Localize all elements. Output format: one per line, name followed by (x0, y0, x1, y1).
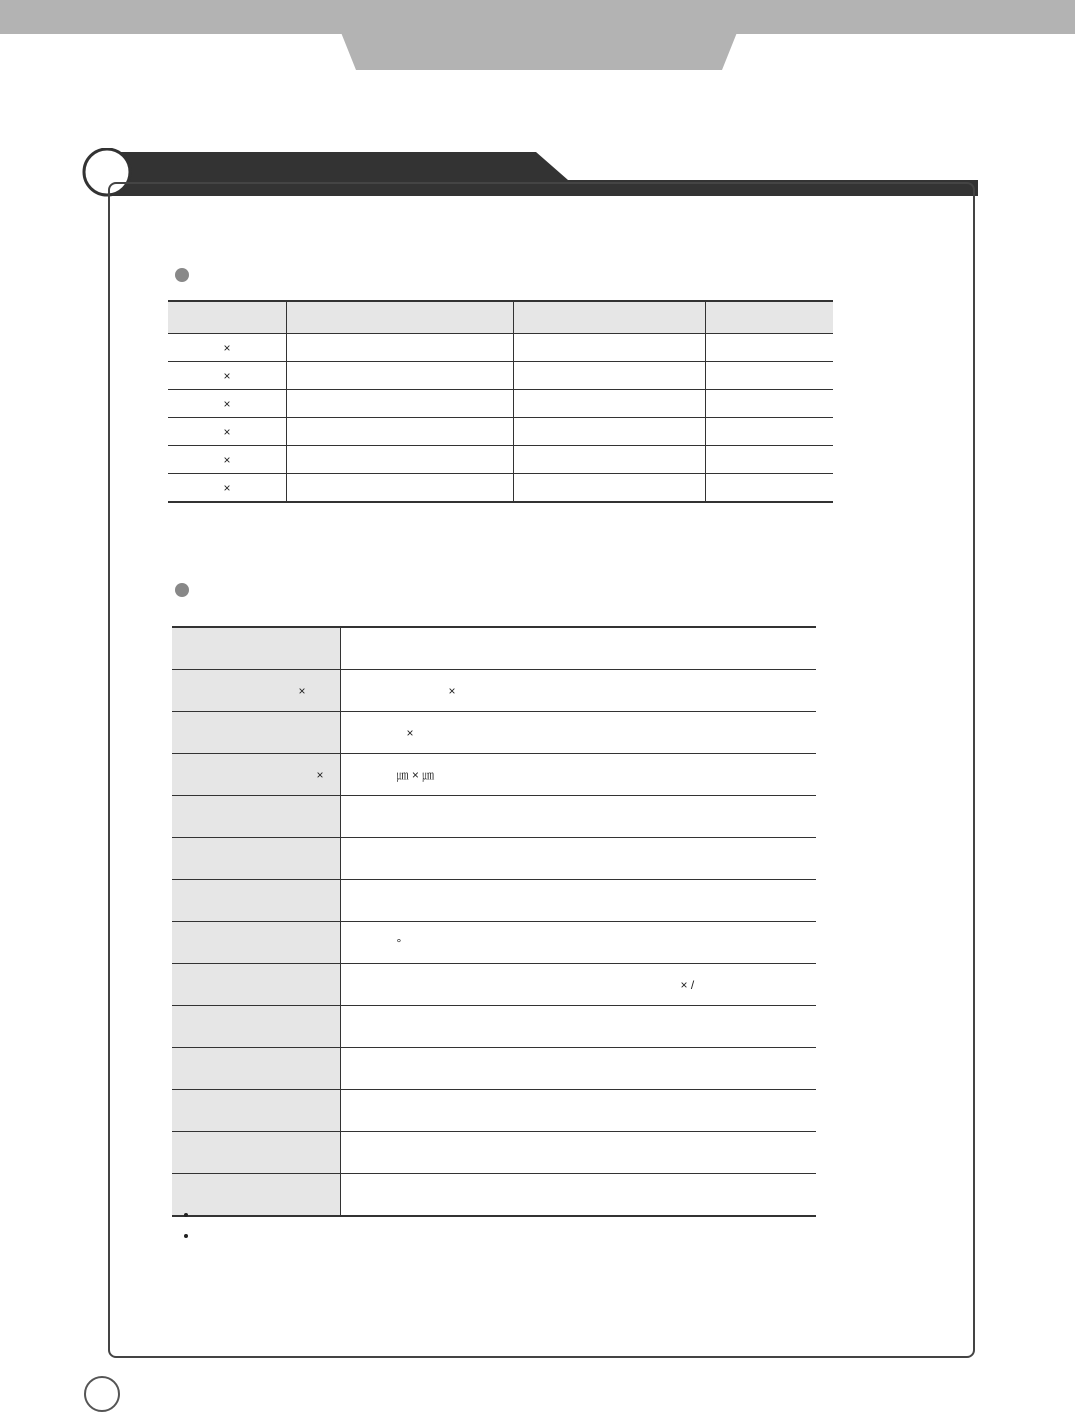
table-cell (514, 446, 706, 474)
spec-value (340, 796, 816, 838)
table-row (168, 418, 833, 446)
spec-label (172, 1006, 340, 1048)
spec-value (340, 1174, 816, 1217)
table-cell (706, 474, 834, 503)
table-1-header (168, 301, 287, 334)
spec-label (172, 838, 340, 880)
table-cell (514, 418, 706, 446)
table-row (172, 1132, 816, 1174)
spec-value: × / (340, 964, 816, 1006)
spec-value: × (340, 670, 816, 712)
table-cell (514, 334, 706, 362)
spec-label (172, 880, 340, 922)
table-row (172, 627, 816, 670)
table-cell (514, 474, 706, 503)
table-row (172, 712, 816, 754)
table-2 (172, 626, 816, 1217)
table-row (172, 964, 816, 1006)
spec-label: × (172, 754, 340, 796)
page-number-circle (84, 1376, 120, 1412)
table-cell (287, 390, 514, 418)
spec-label: × (172, 670, 340, 712)
table-row (172, 922, 816, 964)
section-1-bullet (175, 268, 189, 282)
table-row (172, 1006, 816, 1048)
spec-label (172, 796, 340, 838)
table-row (168, 362, 833, 390)
table-cell (706, 390, 834, 418)
spec-value (340, 1048, 816, 1090)
table-cell (514, 362, 706, 390)
table-cell (287, 362, 514, 390)
table-row (172, 1048, 816, 1090)
table-1-header (287, 301, 514, 334)
table-cell (287, 418, 514, 446)
table-cell (514, 390, 706, 418)
table-cell (287, 446, 514, 474)
table-cell (287, 474, 514, 503)
spec-label (172, 1090, 340, 1132)
table-row (172, 880, 816, 922)
table-row (172, 1090, 816, 1132)
spec-value: × (340, 712, 816, 754)
note-bullet (184, 1234, 188, 1238)
table-1 (168, 300, 833, 503)
table-row (168, 390, 833, 418)
table-row (172, 670, 816, 712)
spec-value (340, 1090, 816, 1132)
table-cell: × (168, 418, 287, 446)
spec-label (172, 1048, 340, 1090)
table-cell (706, 446, 834, 474)
spec-value (340, 627, 816, 670)
table-1-header (706, 301, 834, 334)
table-cell (706, 418, 834, 446)
table-cell: × (168, 334, 287, 362)
table-cell (706, 334, 834, 362)
spec-value (340, 1132, 816, 1174)
top-tab-shape (0, 0, 1075, 72)
table-row (168, 334, 833, 362)
spec-label (172, 1132, 340, 1174)
table-row (172, 838, 816, 880)
spec-label (172, 1174, 340, 1217)
spec-label (172, 964, 340, 1006)
spec-value (340, 838, 816, 880)
table-1-header (514, 301, 706, 334)
section-2-bullet (175, 583, 189, 597)
spec-value: ° (340, 922, 816, 964)
table-cell (706, 362, 834, 390)
table-cell: × (168, 390, 287, 418)
spec-value (340, 880, 816, 922)
table-row (172, 1174, 816, 1217)
spec-label (172, 922, 340, 964)
spec-label (172, 712, 340, 754)
table-row (172, 796, 816, 838)
table-row (172, 754, 816, 796)
table-cell (287, 334, 514, 362)
spec-value (340, 1006, 816, 1048)
table-cell: × (168, 446, 287, 474)
note-bullet (184, 1213, 188, 1217)
table-row (168, 474, 833, 503)
table-row (168, 446, 833, 474)
spec-value: ㎛ × ㎛ (340, 754, 816, 796)
table-cell: × (168, 474, 287, 503)
spec-label (172, 627, 340, 670)
table-cell: × (168, 362, 287, 390)
